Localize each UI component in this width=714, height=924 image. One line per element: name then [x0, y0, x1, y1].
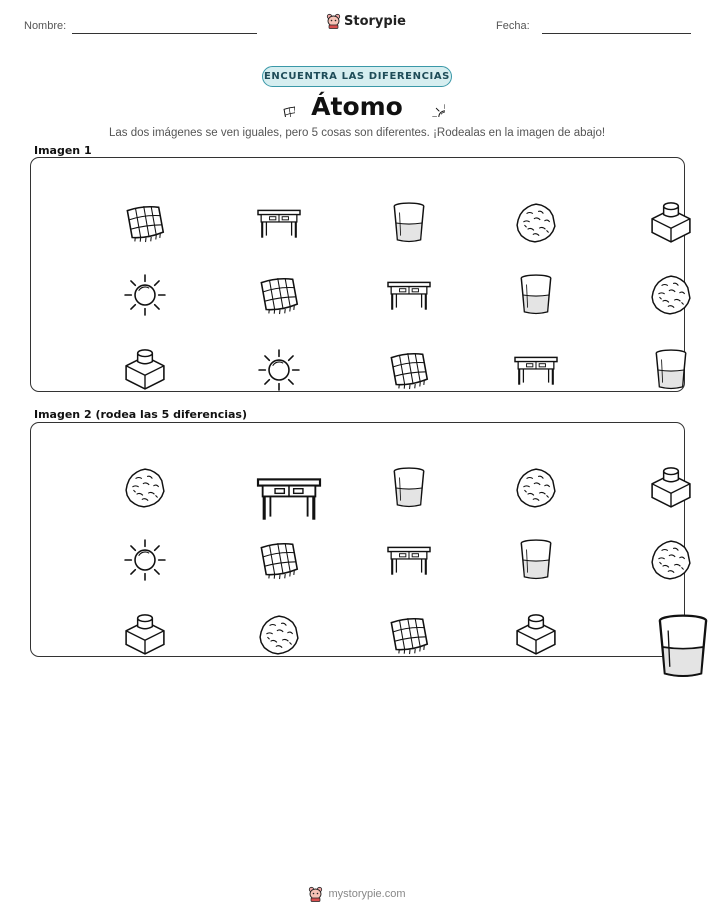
image1-cell: [618, 318, 682, 380]
image2-cell[interactable]: [618, 508, 682, 570]
sun-icon: [103, 518, 145, 560]
table-icon: [237, 181, 279, 223]
block-icon: [103, 328, 145, 370]
image1-cell: [356, 171, 420, 233]
image1-cell: [356, 318, 420, 380]
image2-panel[interactable]: [30, 422, 685, 657]
image2-cell[interactable]: [226, 436, 290, 498]
blanket-icon: [103, 181, 145, 223]
image1-cell: [483, 171, 547, 233]
cookie-icon: [237, 593, 279, 635]
storypie-mascot-icon: [326, 13, 341, 29]
image1-cell: [92, 243, 156, 305]
image2-cell[interactable]: [226, 508, 290, 570]
sun-icon: [237, 328, 279, 370]
blanket-icon: [367, 593, 409, 635]
image2-cell[interactable]: [483, 583, 547, 645]
image2-cell[interactable]: [356, 583, 420, 645]
image1-label: Imagen 1: [34, 144, 92, 157]
image2-cell[interactable]: [356, 436, 420, 498]
page-title: Átomo: [311, 92, 403, 121]
image2-cell[interactable]: [92, 508, 156, 570]
brand-logo: [326, 13, 406, 29]
sun-icon: [103, 253, 145, 295]
image1-cell: [483, 318, 547, 380]
cookie-icon: [103, 446, 145, 488]
glass-icon: [367, 446, 409, 488]
image1-cell: [226, 171, 290, 233]
blanket-icon: [237, 253, 279, 295]
table-icon: [494, 328, 536, 370]
image1-cell: [618, 171, 682, 233]
name-label: Nombre:: [24, 20, 67, 32]
activity-badge: ENCUENTRA LAS DIFERENCIAS: [262, 66, 452, 87]
image2-cell[interactable]: [483, 508, 547, 570]
glass-icon: [629, 328, 671, 370]
image1-cell: [226, 318, 290, 380]
date-label: Fecha:: [496, 20, 530, 32]
brand-name: Storypie: [344, 13, 406, 29]
block-icon: [629, 446, 671, 488]
image1-cell: [356, 243, 420, 305]
glass-icon: [367, 181, 409, 223]
table-icon: [367, 253, 409, 295]
title-row: [0, 91, 714, 122]
title-sun-icon: [419, 91, 445, 122]
glass-icon: [494, 253, 536, 295]
image1-cell: [226, 243, 290, 305]
block-icon: [494, 593, 536, 635]
cookie-icon: [629, 253, 671, 295]
storypie-mascot-icon: [308, 886, 323, 902]
footer-url[interactable]: mystorypie.com: [328, 888, 406, 900]
name-field[interactable]: [72, 33, 257, 34]
image1-cell: [92, 171, 156, 233]
image2-label: Imagen 2 (rodea las 5 diferencias): [34, 408, 248, 421]
footer: [0, 886, 714, 902]
image2-cell[interactable]: [483, 436, 547, 498]
block-icon: [629, 181, 671, 223]
date-field[interactable]: [542, 33, 691, 34]
image2-cell[interactable]: [226, 583, 290, 645]
image1-cell: [483, 243, 547, 305]
image2-cell[interactable]: [92, 436, 156, 498]
block-icon: [103, 593, 145, 635]
table-icon: [227, 436, 289, 498]
image1-cell: [618, 243, 682, 305]
instructions: Las dos imágenes se ven iguales, pero 5 cosas son diferentes. ¡Rodealas en la imagen de abajo!: [108, 127, 606, 139]
image2-cell[interactable]: [618, 436, 682, 498]
image2-cell[interactable]: [92, 583, 156, 645]
cookie-icon: [494, 181, 536, 223]
title-blanket-icon: [269, 91, 295, 122]
image2-cell[interactable]: [618, 583, 682, 645]
cookie-icon: [629, 518, 671, 560]
glass-icon: [617, 581, 683, 647]
cookie-icon: [494, 446, 536, 488]
image1-cell: [92, 318, 156, 380]
blanket-icon: [237, 518, 279, 560]
table-icon: [367, 518, 409, 560]
image2-cell[interactable]: [356, 508, 420, 570]
blanket-icon: [367, 328, 409, 370]
image1-panel: [30, 157, 685, 392]
glass-icon: [494, 518, 536, 560]
